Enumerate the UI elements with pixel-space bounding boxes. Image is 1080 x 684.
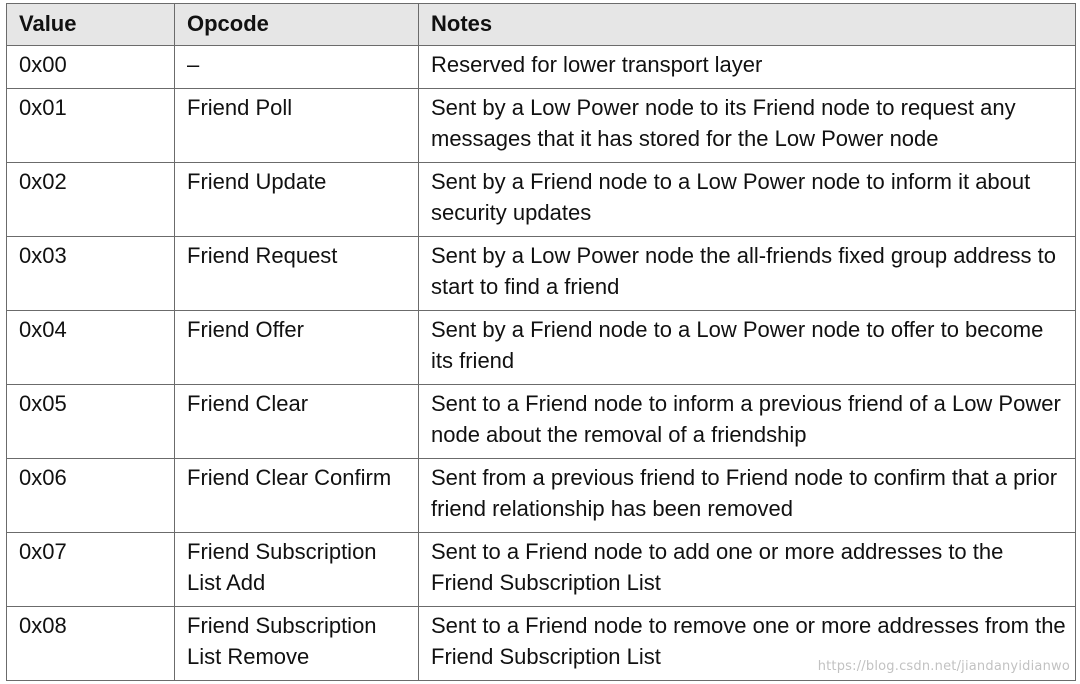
notes-cell: Sent to a Friend node to inform a previous friend of a Low Power node about the removal of a friendship <box>419 384 1076 458</box>
table-row <box>7 384 1076 458</box>
table-row <box>7 236 1076 310</box>
value-cell: 0x01 <box>7 88 175 162</box>
column-header-value: Value <box>7 4 175 46</box>
notes-cell: Sent by a Low Power node the all-friends fixed group address to start to find a friend <box>419 236 1076 310</box>
table-row <box>7 162 1076 236</box>
opcode-cell: Friend Update <box>175 162 419 236</box>
opcode-cell: Friend Subscription List Remove <box>175 606 419 680</box>
table-row <box>7 310 1076 384</box>
notes-cell: Reserved for lower transport layer <box>419 46 1076 89</box>
watermark-text: https://blog.csdn.net/jiandanyidianwo <box>817 659 1070 674</box>
opcode-cell: Friend Offer <box>175 310 419 384</box>
notes-cell: Sent to a Friend node to add one or more addresses to the Friend Subscription List <box>419 532 1076 606</box>
opcode-cell: Friend Request <box>175 236 419 310</box>
table-row <box>7 46 1076 89</box>
table-header-row <box>7 4 1076 46</box>
value-cell: 0x06 <box>7 458 175 532</box>
opcode-cell: Friend Clear Confirm <box>175 458 419 532</box>
value-cell: 0x03 <box>7 236 175 310</box>
value-cell: 0x07 <box>7 532 175 606</box>
column-header-notes: Notes <box>419 4 1076 46</box>
table-row <box>7 88 1076 162</box>
value-cell: 0x00 <box>7 46 175 89</box>
value-cell: 0x08 <box>7 606 175 680</box>
opcode-table <box>6 3 1076 681</box>
table-row <box>7 532 1076 606</box>
opcode-cell: Friend Poll <box>175 88 419 162</box>
opcode-cell: Friend Subscription List Add <box>175 532 419 606</box>
table-row <box>7 458 1076 532</box>
value-cell: 0x02 <box>7 162 175 236</box>
opcode-cell: Friend Clear <box>175 384 419 458</box>
notes-cell: Sent by a Low Power node to its Friend node to request any messages that it has stored for the Low Power node <box>419 88 1076 162</box>
value-cell: 0x04 <box>7 310 175 384</box>
notes-cell: Sent to a Friend node to remove one or more addresses from the Friend Subscription List <box>419 606 1076 680</box>
opcode-cell: – <box>175 46 419 89</box>
notes-cell: Sent by a Friend node to a Low Power node to offer to become its friend <box>419 310 1076 384</box>
value-cell: 0x05 <box>7 384 175 458</box>
notes-cell: Sent from a previous friend to Friend node to confirm that a prior friend relationship has been removed <box>419 458 1076 532</box>
notes-cell: Sent by a Friend node to a Low Power node to inform it about security updates <box>419 162 1076 236</box>
column-header-opcode: Opcode <box>175 4 419 46</box>
